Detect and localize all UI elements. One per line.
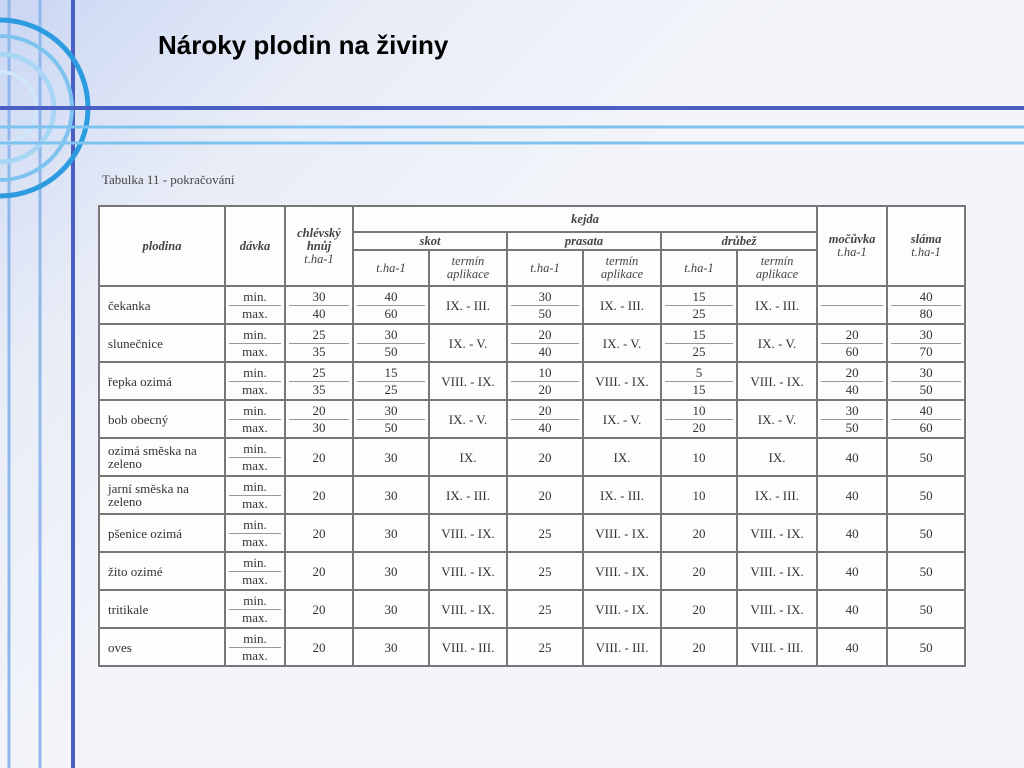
cell-value: 20 — [312, 402, 326, 418]
cell-drubez-t: VIII. - IX. — [737, 552, 817, 590]
cell-prasata: 20 — [507, 476, 583, 514]
cell-value: max. — [229, 419, 281, 436]
cell-value: 80 — [891, 305, 961, 322]
cell-plodina: tritikale — [99, 590, 225, 628]
cell-value: 40 — [511, 419, 579, 436]
cell-prasata-t: IX. — [583, 438, 661, 476]
cell-prasata-t: IX. - III. — [583, 476, 661, 514]
cell-value: 10 — [538, 364, 552, 380]
cell-skot-t: IX. — [429, 438, 507, 476]
cell-slama: 50 — [887, 552, 965, 590]
cell-value: 20 — [845, 326, 859, 342]
cell-value: 20 — [511, 381, 579, 398]
cell-slama — [887, 324, 965, 362]
cell-value: 30 — [538, 288, 552, 304]
cell-value: min. — [243, 440, 267, 456]
cell-davka — [225, 514, 285, 552]
cell-hnuj: 20 — [285, 628, 353, 666]
header-davka: dávka — [225, 206, 285, 286]
cell-drubez — [661, 286, 737, 324]
cell-value: 35 — [289, 381, 349, 398]
cell-prasata-t: VIII. - IX. — [583, 590, 661, 628]
cell-mocuvka: 40 — [817, 628, 887, 666]
cell-value: max. — [229, 381, 281, 398]
header-plodina: plodina — [99, 206, 225, 286]
table-row — [99, 590, 965, 628]
cell-skot-t: VIII. - III. — [429, 628, 507, 666]
header-prasata-unit: t.ha-1 — [507, 250, 583, 286]
header-drubez-termin: termín aplikace — [737, 250, 817, 286]
cell-value: min. — [243, 630, 267, 646]
cell-skot-t: VIII. - IX. — [429, 514, 507, 552]
cell-value: min. — [243, 478, 267, 494]
cell-hnuj — [285, 400, 353, 438]
table-row — [99, 438, 965, 476]
cell-value: 40 — [919, 402, 933, 418]
cell-mocuvka — [817, 286, 887, 324]
cell-value: 30 — [384, 402, 398, 418]
cell-mocuvka: 40 — [817, 438, 887, 476]
cell-slama — [887, 400, 965, 438]
cell-value — [821, 305, 883, 322]
cell-plodina: bob obecný — [99, 400, 225, 438]
cell-value: 30 — [312, 288, 326, 304]
cell-value: 50 — [357, 419, 425, 436]
cell-value: 40 — [384, 288, 398, 304]
cell-value: 10 — [692, 402, 706, 418]
cell-prasata — [507, 362, 583, 400]
cell-value: 30 — [919, 364, 933, 380]
cell-davka — [225, 286, 285, 324]
cell-value: 50 — [891, 381, 961, 398]
cell-hnuj: 20 — [285, 590, 353, 628]
cell-skot: 30 — [353, 514, 429, 552]
cell-mocuvka: 40 — [817, 476, 887, 514]
header-slama-label: sláma — [910, 232, 942, 246]
cell-value: min. — [243, 402, 267, 418]
header-drubez: drůbež — [661, 232, 817, 250]
cell-davka — [225, 438, 285, 476]
cell-value: 30 — [384, 326, 398, 342]
cell-value: 5 — [695, 364, 703, 380]
cell-drubez-t: IX. - III. — [737, 476, 817, 514]
cell-value: 35 — [289, 343, 349, 360]
cell-prasata: 25 — [507, 552, 583, 590]
cell-value: min. — [243, 326, 267, 342]
table-body — [99, 286, 965, 666]
cell-drubez: 10 — [661, 476, 737, 514]
cell-value: 15 — [665, 381, 733, 398]
cell-skot-t: IX. - III. — [429, 286, 507, 324]
cell-slama: 50 — [887, 476, 965, 514]
cell-value: 20 — [665, 419, 733, 436]
cell-value: min. — [243, 592, 267, 608]
cell-drubez-t: IX. - V. — [737, 400, 817, 438]
cell-value: 30 — [919, 326, 933, 342]
cell-value: 60 — [821, 343, 883, 360]
cell-prasata — [507, 400, 583, 438]
cell-drubez: 20 — [661, 628, 737, 666]
cell-value: 15 — [384, 364, 398, 380]
table-row — [99, 324, 965, 362]
cell-value: 30 — [289, 419, 349, 436]
cell-value: 25 — [665, 305, 733, 322]
cell-value: 70 — [891, 343, 961, 360]
header-mocuvka-label: močůvka — [828, 232, 876, 246]
cell-skot — [353, 362, 429, 400]
cell-prasata-t: VIII. - IX. — [583, 552, 661, 590]
header-chlevsky-label: chlévský hnůj — [297, 225, 341, 253]
cell-value: 25 — [357, 381, 425, 398]
cell-skot-t: VIII. - IX. — [429, 552, 507, 590]
cell-prasata: 20 — [507, 438, 583, 476]
cell-drubez-t: IX. — [737, 438, 817, 476]
header-prasata: prasata — [507, 232, 661, 250]
cell-value: max. — [229, 305, 281, 322]
table-row — [99, 552, 965, 590]
cell-drubez-t: IX. - III. — [737, 286, 817, 324]
cell-hnuj — [285, 286, 353, 324]
cell-prasata: 25 — [507, 590, 583, 628]
cell-prasata-t: IX. - V. — [583, 324, 661, 362]
cell-value: 50 — [821, 419, 883, 436]
cell-hnuj — [285, 362, 353, 400]
cell-mocuvka: 40 — [817, 552, 887, 590]
cell-drubez — [661, 324, 737, 362]
cell-davka — [225, 324, 285, 362]
cell-value: 40 — [919, 288, 933, 304]
header-mocuvka — [817, 206, 887, 286]
nutrient-table — [98, 205, 966, 667]
cell-plodina: slunečnice — [99, 324, 225, 362]
cell-value: max. — [229, 533, 281, 550]
cell-value: 40 — [289, 305, 349, 322]
cell-skot-t: VIII. - IX. — [429, 362, 507, 400]
cell-skot-t: IX. - V. — [429, 324, 507, 362]
cell-skot: 30 — [353, 552, 429, 590]
cell-davka — [225, 552, 285, 590]
header-chlevsky-unit: t.ha-1 — [304, 251, 334, 266]
cell-mocuvka — [817, 362, 887, 400]
cell-plodina: čekanka — [99, 286, 225, 324]
cell-drubez — [661, 400, 737, 438]
slide-title: Nároky plodin na živiny — [158, 30, 449, 60]
cell-skot — [353, 324, 429, 362]
cell-value: max. — [229, 647, 281, 664]
cell-skot-t: VIII. - IX. — [429, 590, 507, 628]
header-prasata-termin: termín aplikace — [583, 250, 661, 286]
table-row — [99, 476, 965, 514]
cell-prasata: 25 — [507, 514, 583, 552]
cell-hnuj: 20 — [285, 438, 353, 476]
cell-plodina: pšenice ozimá — [99, 514, 225, 552]
cell-plodina: jarní směska na zeleno — [99, 476, 225, 514]
cell-drubez-t: VIII. - IX. — [737, 514, 817, 552]
cell-value: min. — [243, 554, 267, 570]
cell-hnuj: 20 — [285, 476, 353, 514]
cell-slama: 50 — [887, 514, 965, 552]
cell-hnuj: 20 — [285, 552, 353, 590]
cell-value: 15 — [692, 288, 706, 304]
cell-value: min. — [243, 364, 267, 380]
cell-skot — [353, 286, 429, 324]
cell-value — [821, 289, 883, 305]
header-slama — [887, 206, 965, 286]
cell-value: min. — [243, 288, 267, 304]
cell-value: 60 — [891, 419, 961, 436]
cell-value: 40 — [821, 381, 883, 398]
cell-value: max. — [229, 571, 281, 588]
cell-value: 20 — [538, 326, 552, 342]
cell-slama: 50 — [887, 438, 965, 476]
cell-davka — [225, 628, 285, 666]
cell-hnuj: 20 — [285, 514, 353, 552]
cell-slama — [887, 286, 965, 324]
cell-prasata-t: VIII. - III. — [583, 628, 661, 666]
cell-prasata: 25 — [507, 628, 583, 666]
cell-value: 25 — [665, 343, 733, 360]
cell-drubez: 20 — [661, 552, 737, 590]
cell-drubez-t: VIII. - III. — [737, 628, 817, 666]
cell-slama: 50 — [887, 628, 965, 666]
cell-plodina: žito ozimé — [99, 552, 225, 590]
cell-drubez: 20 — [661, 514, 737, 552]
cell-davka — [225, 400, 285, 438]
header-mocuvka-unit: t.ha-1 — [837, 245, 867, 259]
cell-skot: 30 — [353, 628, 429, 666]
cell-prasata-t: IX. - III. — [583, 286, 661, 324]
cell-value: 50 — [357, 343, 425, 360]
table-row — [99, 628, 965, 666]
header-skot-unit: t.ha-1 — [353, 250, 429, 286]
header-slama-unit: t.ha-1 — [911, 245, 941, 259]
cell-value: 60 — [357, 305, 425, 322]
cell-plodina: oves — [99, 628, 225, 666]
cell-skot-t: IX. - III. — [429, 476, 507, 514]
cell-value: max. — [229, 609, 281, 626]
header-skot-termin: termín aplikace — [429, 250, 507, 286]
cell-drubez-t: VIII. - IX. — [737, 362, 817, 400]
table-row — [99, 286, 965, 324]
cell-prasata-t: VIII. - IX. — [583, 514, 661, 552]
cell-mocuvka — [817, 400, 887, 438]
cell-slama — [887, 362, 965, 400]
cell-plodina: řepka ozimá — [99, 362, 225, 400]
cell-skot — [353, 400, 429, 438]
cell-drubez-t: VIII. - IX. — [737, 590, 817, 628]
cell-mocuvka: 40 — [817, 514, 887, 552]
cell-drubez: 10 — [661, 438, 737, 476]
header-chlevsky — [285, 206, 353, 286]
table-row — [99, 400, 965, 438]
header-drubez-unit: t.ha-1 — [661, 250, 737, 286]
cell-drubez-t: IX. - V. — [737, 324, 817, 362]
cell-value: 50 — [511, 305, 579, 322]
table-caption: Tabulka 11 - pokračování — [102, 172, 235, 187]
cell-value: 20 — [538, 402, 552, 418]
cell-plodina: ozimá směska na zeleno — [99, 438, 225, 476]
cell-value: 15 — [692, 326, 706, 342]
cell-hnuj — [285, 324, 353, 362]
cell-value: 25 — [312, 326, 326, 342]
cell-skot: 30 — [353, 438, 429, 476]
cell-prasata — [507, 286, 583, 324]
header-skot: skot — [353, 232, 507, 250]
nutrient-table-image — [98, 205, 964, 667]
cell-slama: 50 — [887, 590, 965, 628]
cell-davka — [225, 590, 285, 628]
cell-value: 30 — [845, 402, 859, 418]
cell-mocuvka: 40 — [817, 590, 887, 628]
cell-value: max. — [229, 343, 281, 360]
cell-davka — [225, 362, 285, 400]
cell-prasata — [507, 324, 583, 362]
cell-value: max. — [229, 457, 281, 474]
cell-prasata-t: IX. - V. — [583, 400, 661, 438]
cell-prasata-t: VIII. - IX. — [583, 362, 661, 400]
cell-value: min. — [243, 516, 267, 532]
table-row — [99, 514, 965, 552]
cell-skot-t: IX. - V. — [429, 400, 507, 438]
cell-value: 40 — [511, 343, 579, 360]
cell-skot: 30 — [353, 590, 429, 628]
cell-value: max. — [229, 495, 281, 512]
header-kejda: kejda — [353, 206, 817, 232]
cell-drubez — [661, 362, 737, 400]
cell-value: 20 — [845, 364, 859, 380]
cell-drubez: 20 — [661, 590, 737, 628]
cell-davka — [225, 476, 285, 514]
cell-value: 25 — [312, 364, 326, 380]
cell-mocuvka — [817, 324, 887, 362]
table-row — [99, 362, 965, 400]
cell-skot: 30 — [353, 476, 429, 514]
